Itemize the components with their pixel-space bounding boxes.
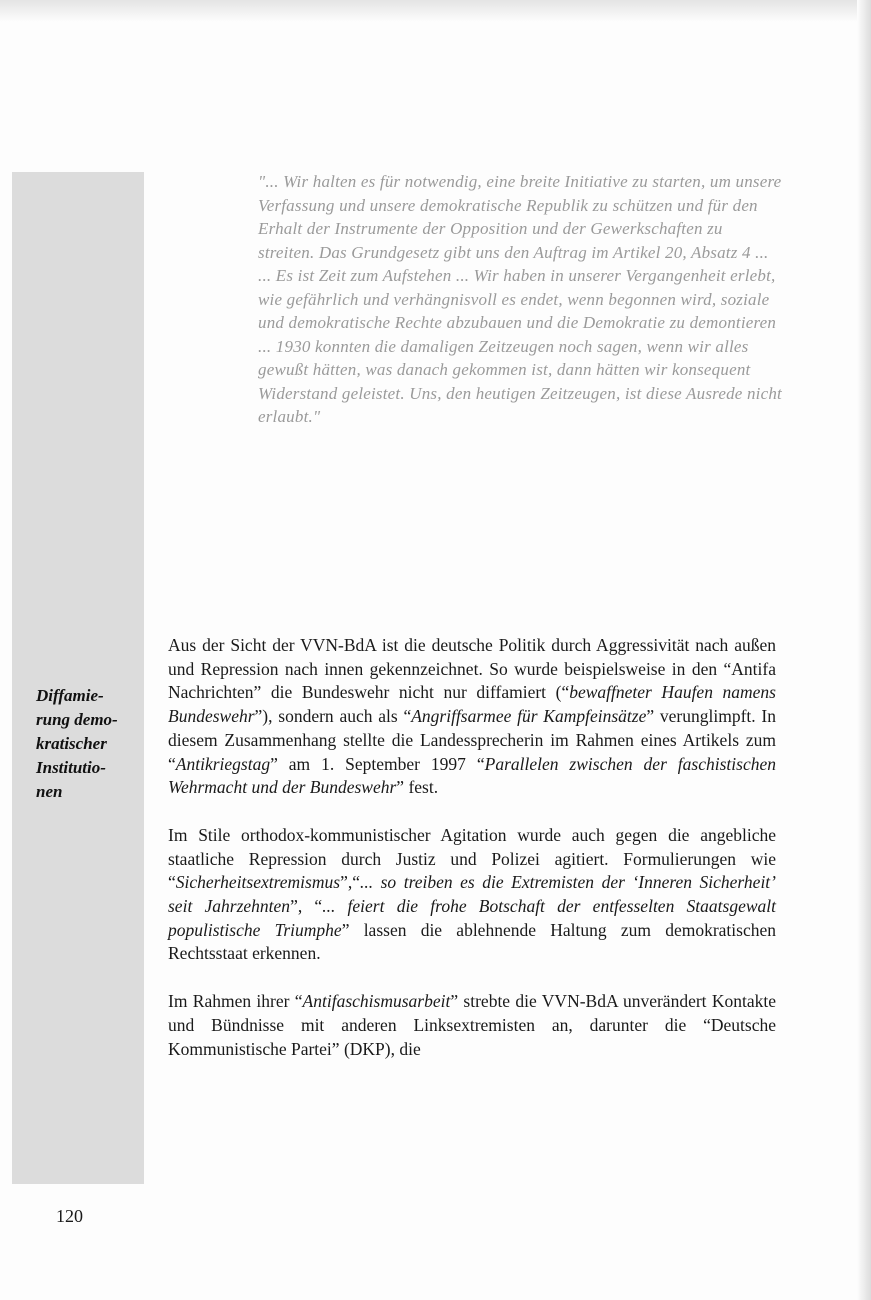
italic-quote: Antifaschismusarbeit: [302, 991, 451, 1012]
text-run: Aus der Sicht der VVN-BdA ist die deutsche Politik durch Aggressivität nach außen und Repression nach innen gekennzeichnet. So wurde beispielsweise in den “Antifa Nachrichten” die Bundeswehr nicht nur diffamiert (“: [168, 635, 776, 703]
body-text: [168, 634, 776, 1085]
margin-note-line: Diffamie-: [36, 686, 104, 705]
margin-note-line: kratischer: [36, 734, 107, 753]
text-run: ” strebte die VVN-BdA unverändert Kontakte und Bündnisse mit anderen Linksextremisten an, darunter die “Deutsche Kommunistische Partei” (DKP), die: [168, 991, 776, 1059]
margin-note: [36, 684, 146, 804]
text-run: ” am 1. September 1997 “: [270, 753, 485, 774]
body-paragraph-3: [168, 990, 776, 1061]
body-paragraph-1: [168, 634, 776, 800]
italic-quote: bewaffneter Haufen namens Bundeswehr: [168, 682, 776, 727]
italic-quote: Angriffsarmee für Kampfeinsätze: [411, 706, 647, 727]
text-run: ” verunglimpft. In diesem Zusammenhang stellte die Landessprecherin im Rahmen eines Artikels zum “: [168, 706, 776, 774]
page-number: 120: [56, 1206, 83, 1226]
italic-quote: ... so treiben es die Extremisten der ‘Inneren Sicherheit’ seit Jahrzehnten: [168, 872, 776, 917]
text-run: Im Stile orthodox-kommunistischer Agitation wurde auch gegen die angebliche staatliche Repression durch Justiz und Polizei agitiert. Formulierungen wie “: [168, 824, 776, 893]
italic-quote: ... feiert die frohe Botschaft der entfesselten Staatsgewalt populistische Triumphe: [168, 896, 776, 940]
page-top-edge: [0, 0, 871, 22]
italic-quote: Antikriegstag: [175, 753, 271, 774]
margin-note-line: rung demo-: [36, 710, 118, 729]
text-run: ”), sondern auch als “: [254, 706, 412, 727]
body-paragraph-2: [168, 824, 776, 966]
page-right-edge: [857, 0, 871, 1300]
quote-paragraph-1: "... Wir halten es für notwendig, eine breite Initiative zu starten, um unsere Verfassung und unsere demokratische Republik zu schützen und für den Erhalt der Instrumente der Opposition und der Gewerkschaften zu streiten. Das Grundgesetz gibt uns den Auftrag im Artikel 20, Absatz 4 ...: [258, 172, 782, 262]
margin-note-line: Institutio-: [36, 758, 106, 777]
text-run: ”,“: [340, 872, 360, 893]
margin-note-line: nen: [36, 782, 63, 801]
italic-quote: Sicherheitsextremismus: [175, 872, 341, 893]
text-run: ”, “: [290, 896, 323, 917]
quote-paragraph-2: ... Es ist Zeit zum Aufstehen ... Wir haben in unserer Vergangenheit erlebt, wie gefährlich und verhängnisvoll es endet, wenn begonnen wird, soziale und demokratische Rechte abzubauen und die Demokratie zu demontieren ... 1930 konnten die damaligen Zeitzeugen noch sagen, wenn wir alles gewußt hätten, was danach gekommen ist, dann hätten wir konsequent Widerstand geleistet. Uns, den heutigen Zeitzeugen, ist diese Ausrede nicht erlaubt.": [258, 266, 782, 426]
italic-quote: Parallelen zwischen der faschistischen Wehrmacht und der Bundeswehr: [168, 753, 776, 798]
margin-sidebar: [12, 172, 144, 1184]
text-run: Im Rahmen ihrer “: [168, 991, 303, 1012]
text-run: ” fest.: [396, 777, 439, 798]
text-run: ” lassen die ablehnende Haltung zum demokratischen Rechtsstaat erkennen.: [168, 919, 776, 964]
block-quote: [258, 170, 783, 429]
